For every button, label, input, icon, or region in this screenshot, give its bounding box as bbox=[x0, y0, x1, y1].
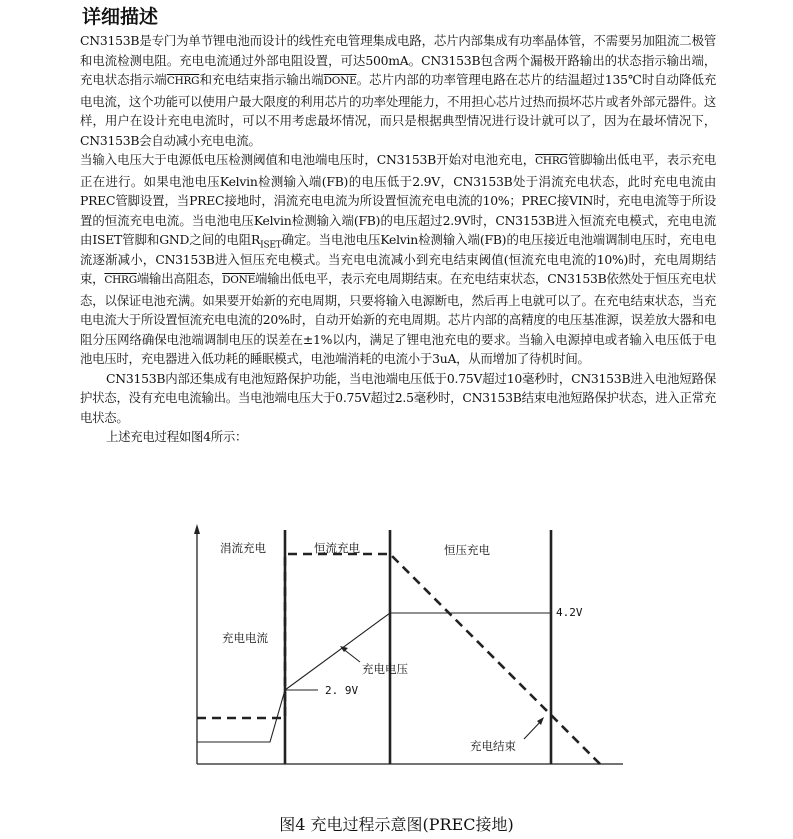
p2-text-b: 管脚输出低电平，表示充电正在进行。如果电池电压Kelvin检测输入端(FB)的电压低于2.9V，CN3153B处于涓流充电状态，此时充电电流由PREC管脚设置，当PREC接地时，涓流充电电流为所设置恒流充电电流的10%；PREC接VIN时，充电电流等于所设置的恒流充电电流。当电池电压Kelvin检测输入端(FB)的电压超过2.9V时，CN3153B进入恒流充电模式，充电电流由ISET管脚和GND之间的电阻R bbox=[80, 152, 716, 247]
charge-current-curve bbox=[197, 554, 600, 764]
charge-end-label: 充电结束 bbox=[470, 739, 516, 753]
voltage-4-2v-label: 4.2V bbox=[556, 606, 583, 619]
y-axis-arrow bbox=[194, 524, 200, 534]
charge-voltage-label: 充电电压 bbox=[362, 662, 408, 676]
paragraph-3: CN3153B内部还集成有电池短路保护功能，当电池端电压低于0.75V超过10毫秒时，CN3153B进入电池短路保护状态，没有充电电流输出。当电池端电压大于0.75V超过2.5毫秒时，CN3153B结束电池短路保护状态，进入正常充电状态。 bbox=[80, 370, 716, 425]
p2-text-e: 端输出低电平，表示充电周期结束。在充电结束状态，CN3153B依然处于恒压充电状态，以保证电池充满。如果要开始新的充电周期，只要将输入电源断电，然后再上电就可以了。在充电结束状态，当充电电流大于所设置恒流充电电流的20%时，自动开始新的充电周期。芯片内部的高精度的电压基准源，误差放大器和电阻分压网络确保电池端调制电压的误差在±1%以内，满足了锂电池充电的要求。当输入电源掉电或者输入电压低于电池电压时，充电器进入低功耗的睡眠模式，电池端消耗的电流小于3uA，从而增加了待机时间。 bbox=[80, 271, 717, 366]
paragraph-2 bbox=[80, 150, 716, 369]
section-title: 详细描述 bbox=[82, 6, 159, 28]
charge-current-label: 充电电流 bbox=[222, 631, 268, 645]
p1-text-b: 和充电结束指示输出端 bbox=[199, 72, 324, 87]
region-cc-label: 恒流充电 bbox=[314, 541, 360, 555]
voltage-2-9v-label: 2. 9V bbox=[325, 684, 359, 697]
done-pin-label: DONE bbox=[222, 274, 255, 286]
paragraph-1 bbox=[80, 31, 716, 150]
region-cv-label: 恒压充电 bbox=[444, 543, 490, 557]
p1-text-a: CN3153B是专门为单节锂电池而设计的线性充电管理集成电路，芯片内部集成有功率晶体管，不需要另加阻流二极管和电流检测电阻。充电电流通过外部电阻设置，可达500mA。CN3153B包含两个漏极开路输出的状态指示输出端，充电状态指示端 bbox=[80, 33, 716, 87]
description-body bbox=[80, 31, 716, 447]
done-pin-label: DONE bbox=[323, 75, 357, 87]
chrg-pin-label: CHRG bbox=[535, 155, 568, 167]
p1-text-c: 。芯片内部的功率管理电路在芯片的结温超过135℃时自动降低充电电流，这个功能可以使用户最大限度的利用芯片的功率处理能力，不用担心芯片过热而损坏芯片或者外部元器件。这样，用户在设计充电电流时，可以不用考虑最坏情况，而只是根据典型情况进行设计就可以了，因为在最坏情况下，CN3153B会自动减小充电电流。 bbox=[80, 72, 717, 148]
figure-caption: 图4 充电过程示意图(PREC接地) bbox=[279, 815, 514, 834]
p2-text-c: 确定。当电池电压Kelvin检测输入端(FB)的电压接近电池端调制电压时，充电电流逐渐减小，CN3153B进入恒压充电模式。当充电电流减小到充电结束阈值(恒流充电电流的10%)时，充电周期结束， bbox=[80, 232, 716, 286]
p2-text-a: 当输入电压大于电源低电压检测阈值和电池端电压时，CN3153B开始对电池充电， bbox=[80, 152, 536, 167]
chrg-pin-label: CHRG bbox=[166, 75, 200, 87]
riset-subscript: ISET bbox=[260, 240, 282, 251]
charging-process-diagram bbox=[190, 522, 630, 772]
paragraph-4: 上述充电过程如图4所示： bbox=[106, 429, 248, 444]
region-trickle-label: 涓流充电 bbox=[220, 541, 266, 555]
p2-text-d: 端输出高阻态， bbox=[136, 271, 223, 286]
chrg-pin-label: CHRG bbox=[104, 274, 137, 286]
